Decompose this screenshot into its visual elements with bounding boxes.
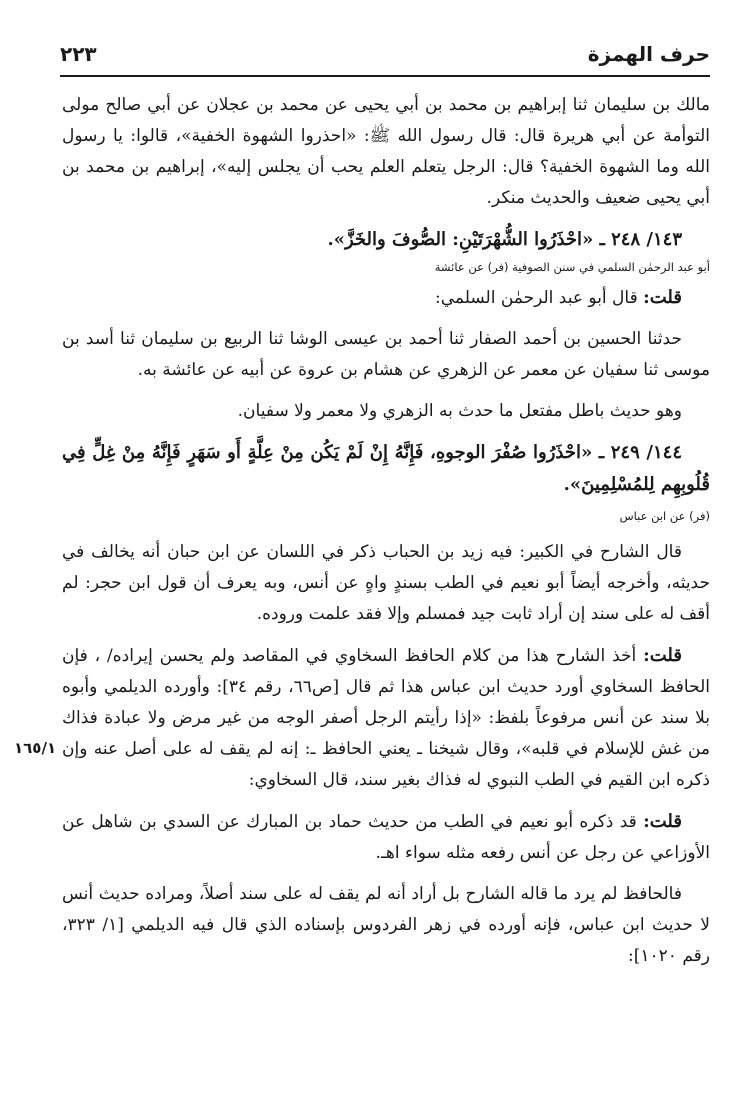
hadith-144-source: (فر) عن ابن عباس [619, 509, 710, 523]
comment-qult-3 [62, 806, 710, 869]
header-divider [60, 75, 710, 77]
paragraph-conclusion: فالحافظ لم يرد ما قاله الشارح بل أراد أنه لم يقف له على سند أصلاً، ومراده حديث أنس لا حديث ابن عباس، فإنه أورده في زهر الفردوس بإسناده الذي قال فيه الديلمي [١/ ٣٢٣، رقم ١٠٢٠]: [62, 884, 710, 966]
qult-label: قلت: [643, 287, 682, 308]
qult-label: قلت: [643, 645, 682, 666]
hadith-143: ١٤٣/ ٢٤٨ ـ «احْذَرُوا الشُّهْرَتَيْنِ: الصُّوفَ والخَزَّ». [327, 229, 682, 250]
qult-text: قد ذكره أبو نعيم في الطب من حديث حماد بن المبارك عن السدي بن شاهل عن الأوزاعي عن رجل عن أنس رفعه مثله سواء اهـ. [62, 812, 710, 863]
margin-page-reference: ١٦٥/١ [14, 739, 57, 757]
hadith-143-source: أبو عبد الرحمٰن السلمي في سنن الصوفية (فر) عن عائشة [434, 260, 710, 274]
paragraph-verdict: وهو حديث باطل مفتعل ما حدث به الزهري ولا معمر ولا سفيان. [237, 401, 682, 421]
page-number: ٢٢٣ [60, 42, 97, 66]
chapter-title: حرف الهمزة [587, 42, 710, 66]
paragraph-isnad-2: حدثنا الحسين بن أحمد الصفار ثنا أحمد بن عيسى الوشا ثنا الربيع بن سليمان ثنا أسد بن موسى ثنا سفيان عن معمر عن الزهري عن هشام بن عروة عن أبيه عن عائشة به. [62, 329, 710, 380]
running-header [60, 38, 710, 74]
comment-qult-2 [62, 640, 710, 796]
qult-text: أخذ الشارح هذا من كلام الحافظ السخاوي في المقاصد ولم يحسن إيراده/ ، فإن الحافظ السخاوي أورد حديث ابن عباس هذا ثم قال [ص٦٦، رقم ٣٤]: وأورده الديلمي وأبوه بلا سند عن أنس مرفوعاً بلفظ: «إذا رأيتم الرجل أصفر الوجه من غير مرض ولا عبادة فذاك من غش للإسلام في قلبه»، وقال شيخنا ـ يعني الحافظ ـ: إنه لم يقف له على أصل عنه وإن ذكره ابن القيم في الطب النبوي له فذاك بغير سند، قال السخاوي: [62, 646, 710, 790]
comment-qult-1 [62, 282, 710, 314]
hadith-144: ١٤٤/ ٢٤٩ ـ «احْذَرُوا صُفْرَ الوجوهِ، فَإِنَّهُ إِنْ لَمْ يَكُن مِنْ عِلَّةٍ أَو سَهَرٍ فَإِنَّهُ مِنْ غِلٍّ فِي قُلُوبِهِم لِلمُسْلِمِينَ». [62, 442, 710, 495]
qult-label: قلت: [643, 811, 682, 832]
paragraph-isnad-1: مالك بن سليمان ثنا إبراهيم بن محمد بن أبي يحيى عن محمد بن عجلان عن أبي صالح مولى التوأمة عن أبي هريرة قال: قال رسول الله ﷺ: «احذروا الشهوة الخفية»، قالوا: يا رسول الله وما الشهوة الخفية؟ قال: الرجل يتعلم العلم يحب أن يجلس إليه»، إبراهيم بن محمد بن أبي يحيى ضعيف والحديث منكر. [62, 95, 710, 208]
page-body [62, 90, 710, 972]
qult-text: قال أبو عبد الرحمٰن السلمي: [435, 288, 644, 308]
paragraph-sharh: قال الشارح في الكبير: فيه زيد بن الحباب ذكر في اللسان عن ابن حبان أنه يخالف في حديثه، وأخرجه أيضاً أبو نعيم في الطب بسندٍ واهٍ عن أنس، وبه يعرف أن قول ابن حجر: لم أقف له على سند إن أراد ثابت جيد فمسلم وإلا فقد علمت وروده. [62, 542, 710, 624]
